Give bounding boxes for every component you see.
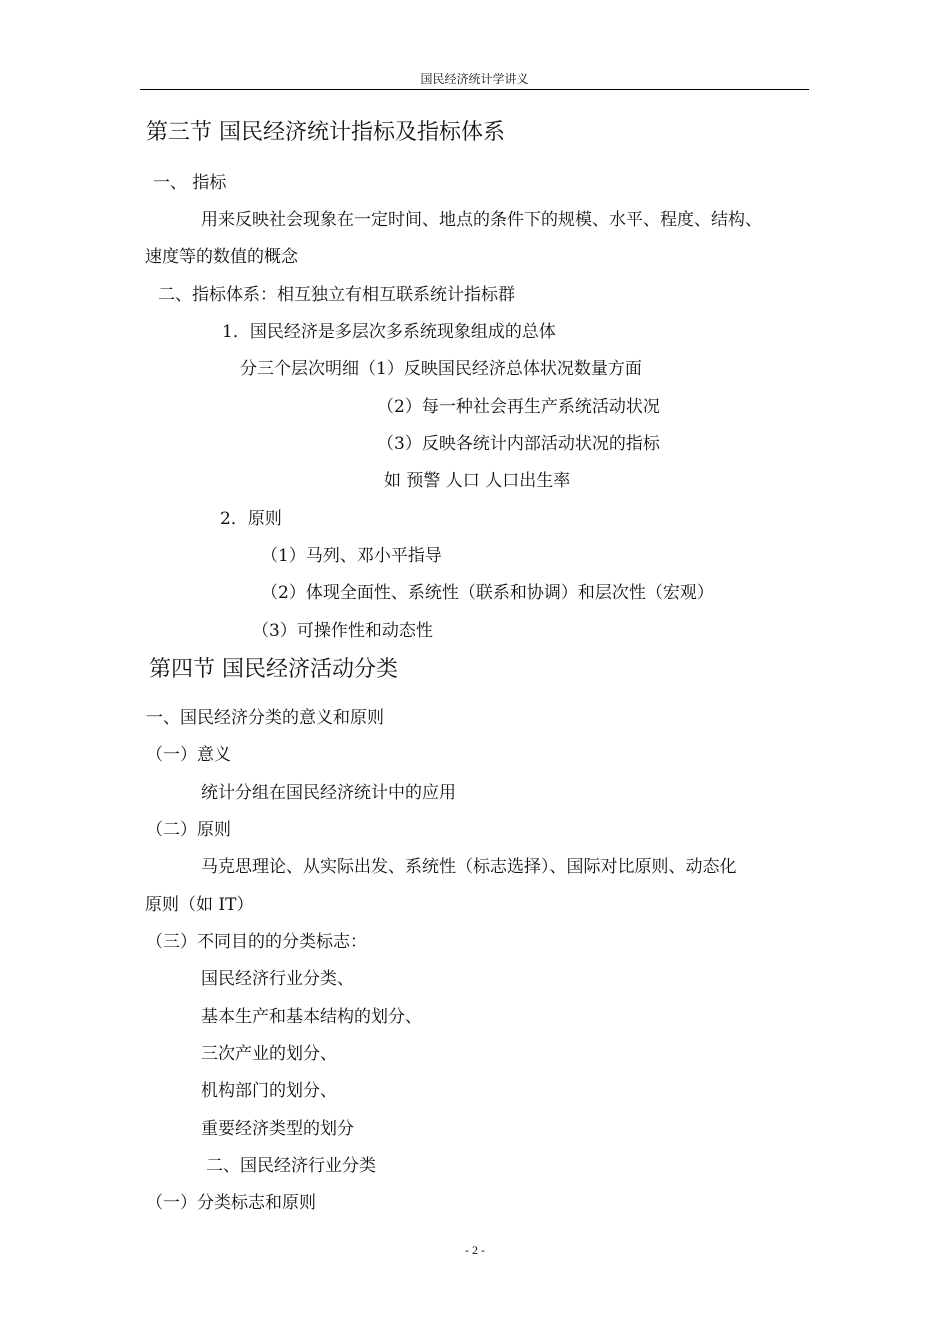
- indicator-levels-intro: 分三个层次明细（1）反映国民经济总体状况数量方面: [240, 359, 642, 379]
- section-3-part-1-heading: 一、 指标: [153, 173, 227, 193]
- section-4-title: 第四节 国民经济活动分类: [149, 657, 398, 682]
- principle-text-line-1: 马克思理论、从实际出发、系统性（标志选择）、国际对比原则、动态化: [201, 857, 737, 877]
- meaning-text: 统计分组在国民经济统计中的应用: [201, 783, 456, 803]
- principle-2: （2）体现全面性、系统性（联系和协调）和层次性（宏观）: [261, 583, 714, 603]
- meaning-heading: （一）意义: [146, 745, 231, 765]
- classification-criteria-item: 基本生产和基本结构的划分、: [201, 1007, 422, 1027]
- principle-1: （1）马列、邓小平指导: [261, 546, 442, 566]
- header-rule: [140, 89, 809, 90]
- classification-criteria-item: 重要经济类型的划分: [201, 1119, 354, 1139]
- industry-classification-sub-heading: （一）分类标志和原则: [146, 1193, 316, 1213]
- indicator-level-example: 如 预警 人口 人口出生率: [384, 471, 571, 491]
- classification-criteria-item: 国民经济行业分类、: [201, 969, 354, 989]
- indicator-level-3: （3）反映各统计内部活动状况的指标: [377, 434, 660, 454]
- classification-criteria-item: 机构部门的划分、: [201, 1081, 337, 1101]
- principle-text-line-2: 原则（如 IT）: [145, 895, 254, 915]
- classification-criteria-item: 三次产业的划分、: [201, 1044, 337, 1064]
- indicator-system-item-1: 1．国民经济是多层次多系统现象组成的总体: [222, 322, 556, 342]
- classification-criteria-heading: （三）不同目的的分类标志：: [146, 932, 367, 952]
- indicator-definition-line-2: 速度等的数值的概念: [145, 247, 298, 267]
- section-4-part-1-heading: 一、国民经济分类的意义和原则: [146, 708, 384, 728]
- principle-heading: （二）原则: [146, 820, 231, 840]
- indicator-level-2: （2）每一种社会再生产系统活动状况: [377, 397, 660, 417]
- page-number: - 2 -: [465, 1243, 485, 1257]
- page-header-title: 国民经济统计学讲义: [420, 72, 529, 86]
- principle-3: （3）可操作性和动态性: [252, 621, 433, 641]
- section-3-part-2-heading: 二、指标体系：相互独立有相互联系统计指标群: [158, 285, 515, 305]
- indicator-system-item-2: 2．原则: [220, 509, 282, 529]
- section-4-part-2-heading: 二、国民经济行业分类: [206, 1156, 376, 1176]
- section-3-title: 第三节 国民经济统计指标及指标体系: [146, 120, 505, 145]
- indicator-definition-line-1: 用来反映社会现象在一定时间、地点的条件下的规模、水平、程度、结构、: [201, 210, 762, 230]
